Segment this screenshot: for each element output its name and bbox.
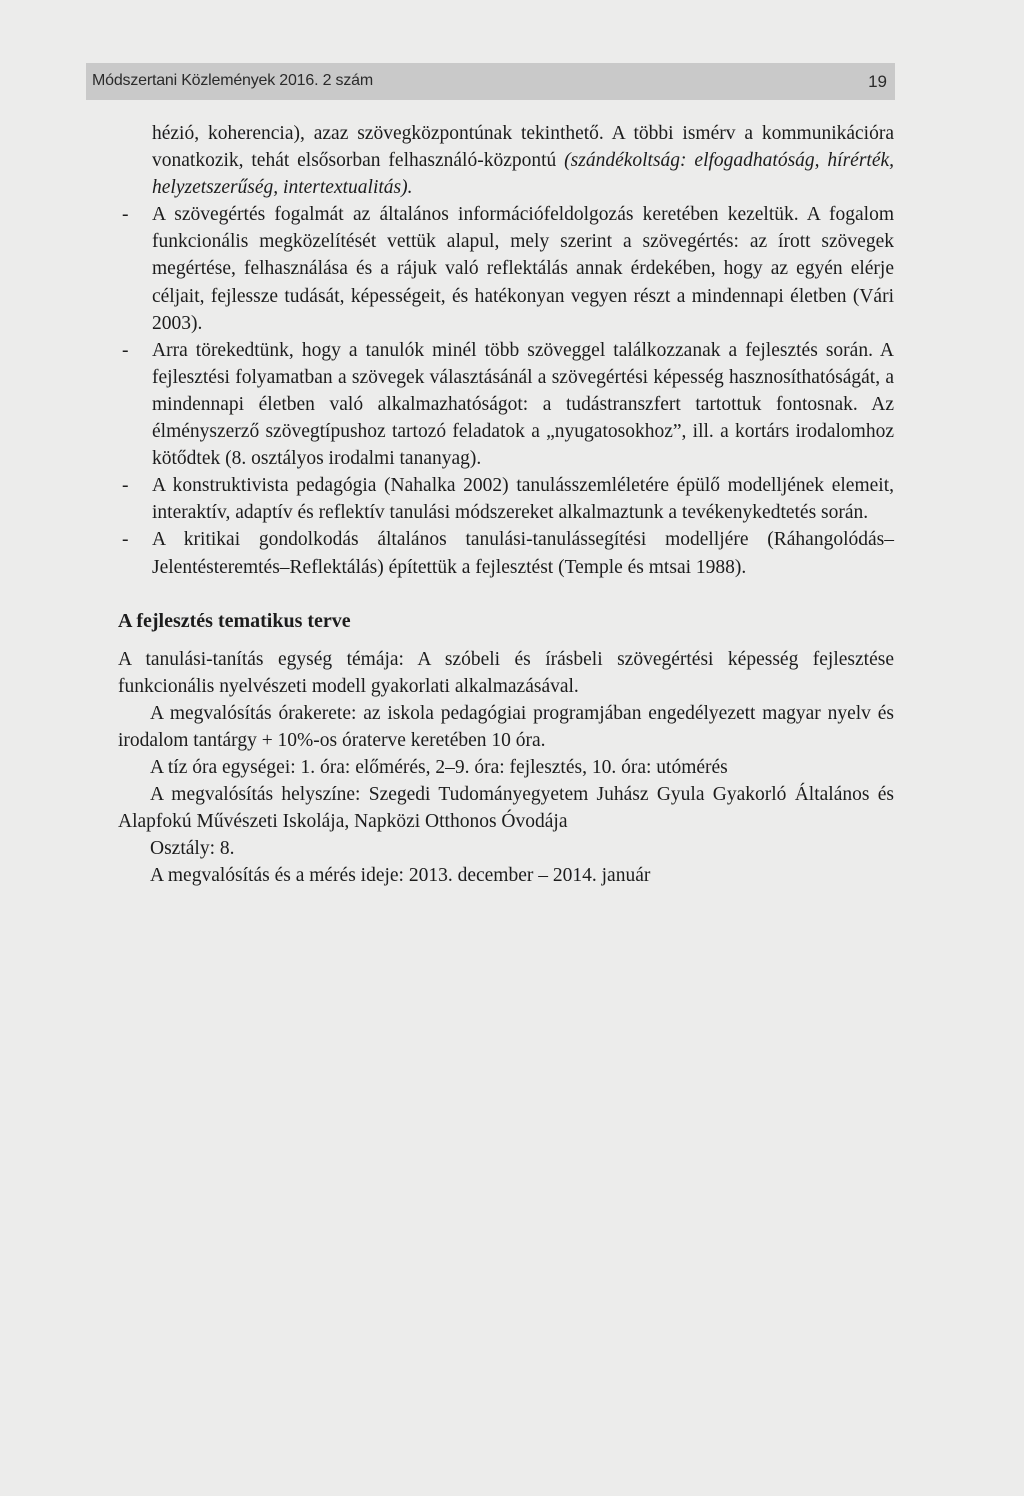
running-header — [86, 63, 895, 100]
list-item-text: A szövegértés fogalmát az általános információfeldolgozás keretében kezeltük. A fogalom funkcionális megközelítését vettük alapul, mely szerint a szövegértés: az írott szövegek megértése, felhasználása és a rájuk való reflektálás annak érdekében, hogy az egyén elérje céljait, fejlessze tudását, képességeit, és hatékonyan vegyen részt a mindennapi életben (Vári 2003). — [152, 204, 894, 334]
list-item — [118, 201, 894, 336]
list-dash: - — [122, 339, 129, 361]
continued-list-item — [118, 120, 894, 201]
list-item — [118, 472, 894, 526]
continued-text-italic: (szándékoltság: elfogadhatóság, hírérték, helyzetszerűség, intertextualitás). — [152, 150, 895, 199]
list-item — [118, 337, 894, 472]
bullet-list — [118, 120, 894, 581]
paragraph: A megvalósítás és a mérés ideje: 2013. december – 2014. január — [150, 865, 651, 887]
paragraph: A megvalósítás helyszíne: Szegedi Tudományegyetem Juhász Gyula Gyakorló Általános és Alapfokú Művészeti Iskolája, Napközi Otthonos Óvodája — [118, 784, 894, 833]
paragraph: A tíz óra egységei: 1. óra: előmérés, 2–9. óra: fejlesztés, 10. óra: utómérés — [150, 757, 728, 779]
continued-text: hézió, koherencia), azaz szövegközpontúnak tekinthető. A többi ismérv a kommunikációra vonatkozik, tehát elsősorban felhasználó-központú — [152, 123, 894, 172]
journal-title: Módszertani Közlemények 2016. 2 szám — [92, 72, 373, 89]
list-dash: - — [122, 204, 129, 226]
list-item-text: A kritikai gondolkodás általános tanulási-tanulássegítési modelljére (Ráhangolódás–Jelentésteremtés–Reflektálás) építettük a fejlesztést (Temple és mtsai 1988). — [152, 529, 894, 578]
page-body — [118, 120, 894, 890]
paragraph: Osztály: 8. — [150, 838, 235, 860]
paragraph: A tanulási-tanítás egység témája: A szóbeli és írásbeli szövegértési képesség fejlesztése funkcionális nyelvészeti modell gyakorlati alkalmazásával. — [118, 648, 894, 697]
list-dash: - — [122, 475, 129, 497]
list-dash: - — [122, 529, 129, 551]
list-item-text: Arra törekedtünk, hogy a tanulók minél több szöveggel találkozzanak a fejlesztés során. A fejlesztési folyamatban a szövegek választásánál a szövegértési képesség hasznosíthatóságát, a mindennapi életben való alkalmazhatóságot: a tudástranszfert tartottuk fontosnak. Az élményszerző szövegtípushoz tartozó feladatok a „nyugatosokhoz”, ill. a kortárs irodalomhoz kötődtek (8. osztályos irodalmi tananyag). — [152, 339, 894, 470]
section-heading: A fejlesztés tematikus terve — [118, 609, 351, 632]
list-item — [118, 526, 894, 580]
paragraph: A megvalósítás órakerete: az iskola pedagógiai programjában engedélyezett magyar nyelv és irodalom tantárgy + 10%-os óraterve keretében 10 óra. — [118, 702, 894, 751]
page-number: 19 — [868, 72, 887, 91]
list-item-text: A konstruktivista pedagógia (Nahalka 2002) tanulásszemléletére épülő modelljének elemeit, interaktív, adaptív és reflektív tanulási módszereket alkalmaztunk a tevékenykedtetés során. — [152, 475, 894, 524]
